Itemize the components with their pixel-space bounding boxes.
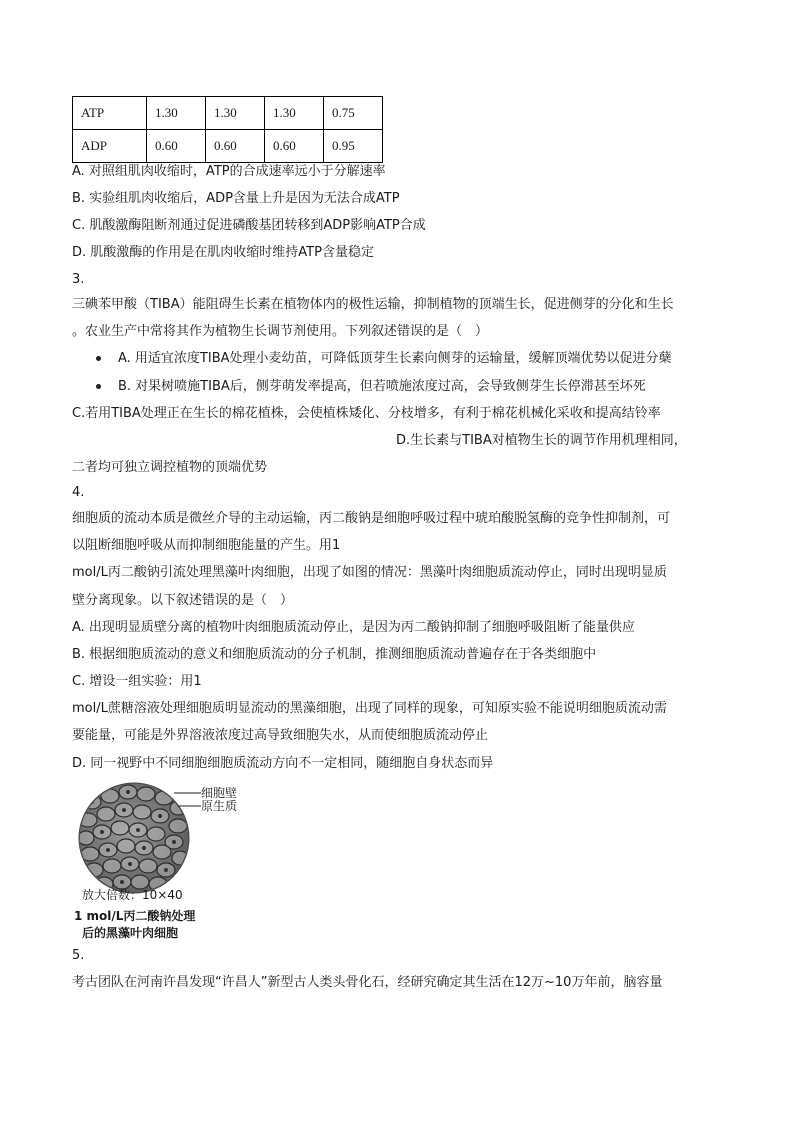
table-cell: 0.60 bbox=[265, 130, 324, 163]
table-cell: 1.30 bbox=[265, 97, 324, 130]
label-protoplast: 原生质 bbox=[201, 799, 238, 813]
q3-option-d: D.生长素与TIBA对植物生长的调节作用机理相同， bbox=[396, 433, 687, 448]
magnification-label: 放大倍数：10×40 bbox=[82, 888, 183, 902]
bullet-icon bbox=[96, 356, 101, 361]
q3-option-c: C.若用TIBA处理正在生长的棉花植株，会使植株矮化、分枝增多，有利于棉花机械化采收和提高结铃率 bbox=[72, 406, 661, 421]
q3-option-a: A. 用适宜浓度TIBA处理小麦幼苗，可降低顶芽生长素向侧芽的运输量，缓解顶端优势以促进分蘖 bbox=[118, 351, 672, 366]
q5-stem-line: 考古团队在河南许昌发现“许昌人”新型古人类头骨化石，经研究确定其生活在12万~10万年前，脑容量 bbox=[72, 975, 663, 990]
table-cell: 0.60 bbox=[147, 130, 206, 163]
q2-option-c: C. 肌酸激酶阻断剂通过促进磷酸基团转移到ADP影响ATP合成 bbox=[72, 218, 426, 233]
q4-option-c: C. 增设一组实验：用1 bbox=[72, 674, 202, 689]
table-row bbox=[73, 97, 383, 130]
q4-stem-line: mol/L丙二酸钠引流处理黑藻叶肉细胞，出现了如图的情况：黑藻叶肉细胞质流动停止，同时出现明显质 bbox=[72, 565, 667, 580]
q4-option-b: B. 根据细胞质流动的意义和细胞质流动的分子机制，推测细胞质流动普遍存在于各类细胞中 bbox=[72, 647, 597, 662]
q4-stem-line: 以阻断细胞呼吸从而抑制细胞能量的产生。用1 bbox=[72, 538, 341, 553]
figure-caption: 1 mol/L丙二酸钠处理 bbox=[74, 909, 196, 923]
atp-adp-table bbox=[72, 96, 383, 163]
label-cell-wall: 细胞壁 bbox=[201, 786, 238, 800]
q4-option-a: A. 出现明显质壁分离的植物叶肉细胞质流动停止，是因为丙二酸钠抑制了细胞呼吸阻断了能量供应 bbox=[72, 620, 635, 635]
q4-option-d: D. 同一视野中不同细胞细胞质流动方向不一定相同，随细胞自身状态而异 bbox=[72, 756, 494, 771]
q4-stem-line: 壁分离现象。以下叙述错误的是（ ） bbox=[72, 593, 294, 608]
q3-option-b: B. 对果树喷施TIBA后，侧芽萌发率提高，但若喷施浓度过高，会导致侧芽生长停滞甚至坏死 bbox=[118, 379, 646, 394]
q3-option-d-cont: 二者均可独立调控植物的顶端优势 bbox=[72, 460, 268, 475]
table-cell: 0.75 bbox=[324, 97, 383, 130]
table-cell: 0.95 bbox=[324, 130, 383, 163]
q2-option-b: B. 实验组肌肉收缩后，ADP含量上升是因为无法合成ATP bbox=[72, 191, 400, 206]
q5-number: 5. bbox=[72, 948, 85, 963]
q3-number: 3. bbox=[72, 272, 85, 287]
q4-number: 4. bbox=[72, 485, 85, 500]
q4-stem-line: 细胞质的流动本质是微丝介导的主动运输，丙二酸钠是细胞呼吸过程中琥珀酸脱氢酶的竞争性抑制剂，可 bbox=[72, 511, 671, 526]
table-cell: 1.30 bbox=[206, 97, 265, 130]
q3-stem-line: 三碘苯甲酸（TIBA）能阻碍生长素在植物体内的极性运输，抑制植物的顶端生长，促进侧芽的分化和生长 bbox=[72, 297, 674, 312]
q4-option-c-cont: 要能量，可能是外界溶液浓度过高导致细胞失水，从而使细胞质流动停止 bbox=[72, 728, 489, 743]
bullet-icon bbox=[96, 384, 101, 389]
figure-caption: 后的黑藻叶肉细胞 bbox=[82, 926, 179, 940]
q3-stem-line: 。农业生产中常将其作为植物生长调节剂使用。下列叙述错误的是（ ） bbox=[72, 324, 489, 339]
table-row bbox=[73, 130, 383, 163]
table-cell: ADP bbox=[73, 130, 147, 163]
q2-option-d: D. 肌酸激酶的作用是在肌肉收缩时维持ATP含量稳定 bbox=[72, 245, 374, 260]
table-cell: 1.30 bbox=[147, 97, 206, 130]
q2-option-a: A. 对照组肌肉收缩时，ATP的合成速率远小于分解速率 bbox=[72, 164, 386, 179]
table-cell: ATP bbox=[73, 97, 147, 130]
table-cell: 0.60 bbox=[206, 130, 265, 163]
q4-option-c-cont: mol/L蔗糖溶液处理细胞质明显流动的黑藻细胞，出现了同样的现象，可知原实验不能说明细胞质流动需 bbox=[72, 701, 667, 716]
